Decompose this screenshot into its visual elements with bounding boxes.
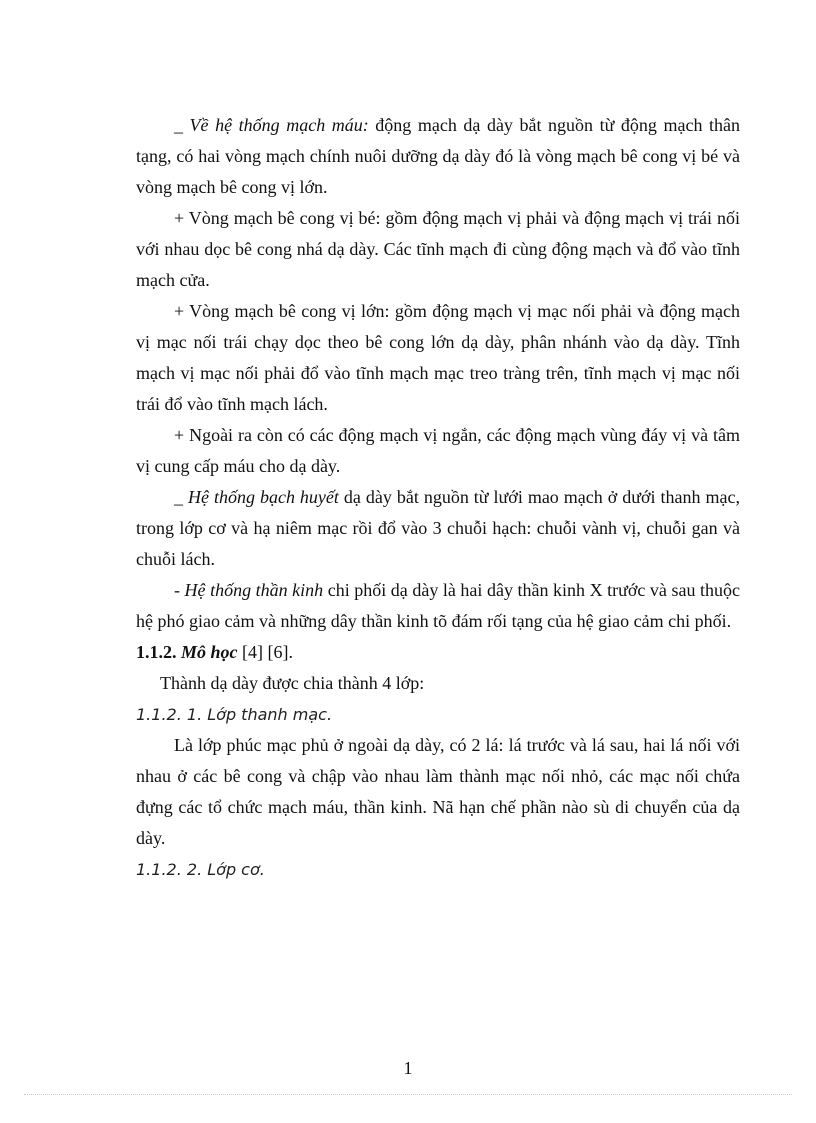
paragraph-text: chi phối dạ dày là hai dây thần kinh X trước và sau thuộc hệ phó giao cảm và những dây thần kinh tõ đám rối tạng của hệ giao cảm chi phối. <box>136 580 740 631</box>
subsection-heading-1: 1.1.2. 1. Lớp thanh mạc. <box>136 705 333 724</box>
page-body <box>136 110 740 885</box>
paragraph-prefix: - <box>174 580 185 600</box>
paragraph-text: động mạch dạ dày bắt nguồn từ động mạch thân tạng, có hai vòng mạch chính nuôi dưỡng dạ dày đó là vòng mạch bê cong vị bé và vòng mạch bê cong vị lớn. <box>136 115 740 197</box>
paragraph-text: dạ dày bắt nguồn từ lưới mao mạch ở dưới thanh mạc, trong lớp cơ và hạ niêm mạc rồi đổ vào 3 chuỗi hạch: chuỗi vành vị, chuỗi gan và chuỗi lách. <box>136 487 740 569</box>
subsection-heading-2: 1.1.2. 2. Lớp cơ. <box>136 860 265 879</box>
page-number: 1 <box>403 1058 413 1078</box>
intro-line: Thành dạ dày được chia thành 4 lớp: <box>160 673 425 693</box>
paragraph-lymphatic <box>136 482 740 575</box>
section-number: 1.1.2. <box>136 642 177 662</box>
footer-divider <box>24 1094 792 1095</box>
paragraph-lesser-curvature: + Vòng mạch bê cong vị bé: gồm động mạch vị phải và động mạch vị trái nối với nhau dọc bê cong nhá dạ dày. Các tĩnh mạch đi cùng động mạch và đổ vào tĩnh mạch cửa. <box>136 208 740 290</box>
section-refs: [4] [6]. <box>237 642 293 662</box>
paragraph-lead-italic: Hệ thống thần kinh <box>184 580 324 600</box>
paragraph-nervous <box>136 575 740 637</box>
paragraph-serosa: Là lớp phúc mạc phủ ở ngoài dạ dày, có 2 lá: lá trước và lá sau, hai lá nối với nhau ở các bê cong và chập vào nhau làm thành mạc nối nhỏ, các mạc nối chứa đựng các tổ chức mạch máu, thần kinh. Nã hạn chế phần nào sù di chuyển của dạ dày. <box>136 735 740 848</box>
section-title: Mô học <box>176 642 238 662</box>
paragraph-lead-italic: _ Hệ thống bạch huyết <box>174 487 339 507</box>
paragraph-lead-italic: _ Về hệ thống mạch máu: <box>174 115 369 135</box>
paragraph-blood-vessels <box>136 110 740 203</box>
paragraph-greater-curvature: + Vòng mạch bê cong vị lớn: gồm động mạch vị mạc nối phải và động mạch vị mạc nối trái chạy dọc theo bê cong lớn dạ dày, phân nhánh vào dạ dày. Tĩnh mạch vị mạc nối phải đổ vào tĩnh mạch mạc treo tràng trên, tĩnh mạch vị mạc nối trái đổ vào tĩnh mạch lách. <box>136 301 740 414</box>
section-heading <box>136 637 740 668</box>
paragraph-other-arteries: + Ngoài ra còn có các động mạch vị ngắn, các động mạch vùng đáy vị và tâm vị cung cấp máu cho dạ dày. <box>136 425 740 476</box>
